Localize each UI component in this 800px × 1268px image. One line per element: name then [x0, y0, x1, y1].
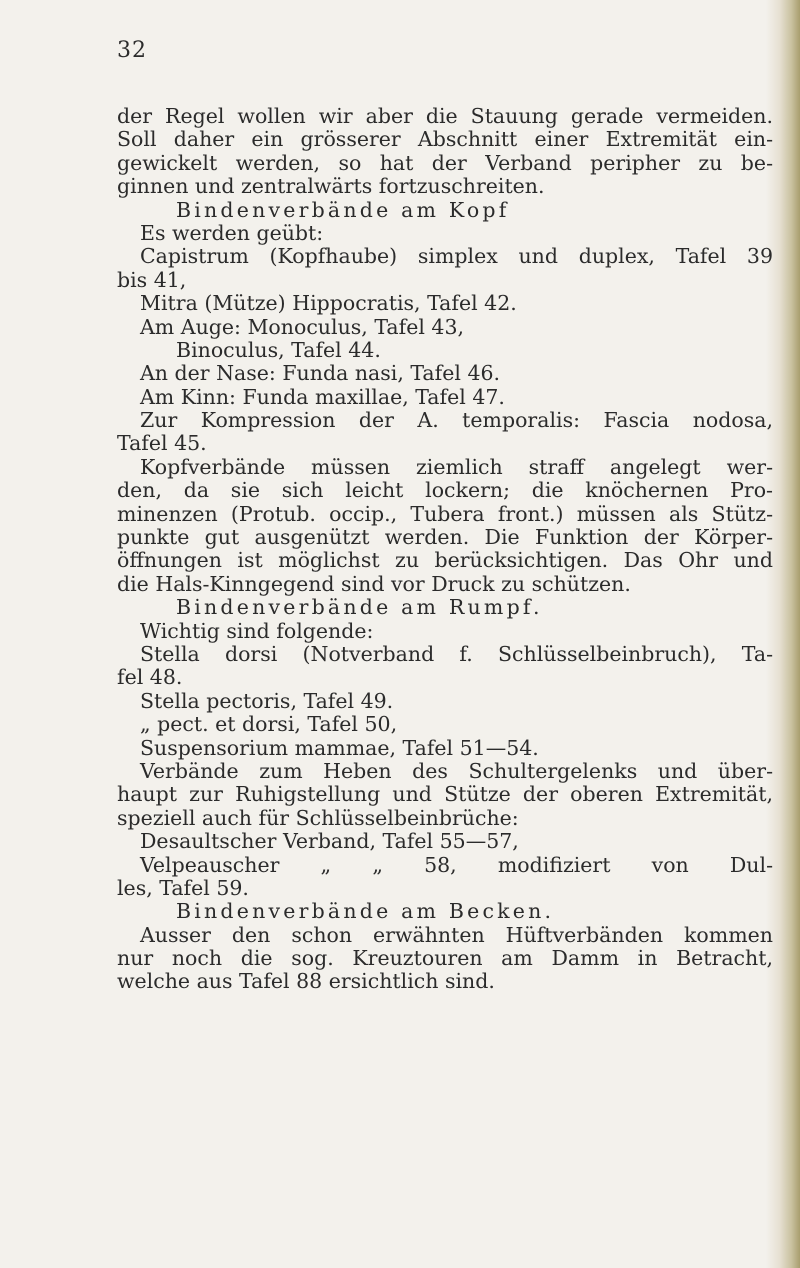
- text-line: les, Tafel 59.: [117, 875, 249, 900]
- text-line: ginnen und zentralwärts fortzuschreiten.: [117, 174, 545, 199]
- text-line: Desaultscher Verband, Tafel 55—57,: [140, 829, 519, 854]
- text-line: Velpeauscher „ „ 58, modifiziert von Dul-: [140, 852, 773, 877]
- text-line: Wichtig sind folgende:: [140, 618, 374, 643]
- text-line: Tafel 45.: [117, 431, 207, 456]
- text-line: Mitra (Mütze) Hippocratis, Tafel 42.: [140, 291, 517, 316]
- text-line: den, da sie sich leicht lockern; die knöchernen Pro-: [117, 478, 773, 503]
- text-line: fel 48.: [117, 665, 183, 690]
- text-line: Am Kinn: Funda maxillae, Tafel 47.: [140, 384, 505, 409]
- text-line: die Hals-Kinngegend sind vor Druck zu schützen.: [117, 571, 631, 596]
- text-line: Suspensorium mammae, Tafel 51—54.: [140, 735, 539, 760]
- text-line: bis 41,: [117, 267, 187, 292]
- text-line: Soll daher ein grösserer Abschnitt einer Extremität ein-: [117, 127, 773, 152]
- text-line: der Regel wollen wir aber die Stauung gerade vermeiden.: [117, 104, 773, 128]
- text-line: An der Nase: Funda nasi, Tafel 46.: [140, 361, 501, 386]
- page-number: 32: [117, 38, 147, 63]
- body-text: [117, 105, 773, 994]
- text-line: gewickelt werden, so hat der Verband peripher zu be-: [117, 150, 773, 175]
- text-line: öffnungen ist möglichst zu berücksichtigen. Das Ohr und: [117, 548, 773, 573]
- section-heading: Bindenverbände am Rumpf.: [176, 595, 543, 620]
- text-line: welche aus Tafel 88 ersichtlich sind.: [117, 969, 495, 994]
- text-line: Stella dorsi (Notverband f. Schlüsselbeinbruch), Ta-: [140, 641, 773, 666]
- text-line: nur noch die sog. Kreuztouren am Damm in Betracht,: [117, 946, 773, 971]
- text-line: Ausser den schon erwähnten Hüftverbänden kommen: [140, 922, 773, 947]
- text-line: Capistrum (Kopfhaube) simplex und duplex, Tafel 39: [140, 244, 773, 269]
- text-line: speziell auch für Schlüsselbeinbrüche:: [117, 805, 519, 830]
- text-line: haupt zur Ruhigstellung und Stütze der oberen Extremität,: [117, 782, 773, 807]
- text-line: Am Auge: Monoculus, Tafel 43,: [140, 314, 465, 339]
- section-heading: Bindenverbände am Kopf: [176, 197, 510, 222]
- text-line: minenzen (Protub. occip., Tubera front.) müssen als Stütz-: [117, 501, 773, 526]
- text-line: Kopfverbände müssen ziemlich straff angelegt wer-: [140, 454, 773, 479]
- text-line: punkte gut ausgenützt werden. Die Funktion der Körper-: [117, 525, 773, 550]
- text-line: Verbände zum Heben des Schultergelenks und über-: [140, 758, 773, 783]
- text-line: Es werden geübt:: [140, 220, 324, 245]
- text-line: Binoculus, Tafel 44.: [176, 337, 381, 362]
- text-line: Stella pectoris, Tafel 49.: [140, 688, 394, 713]
- text-line: „ pect. et dorsi, Tafel 50,: [140, 712, 398, 737]
- section-heading: Bindenverbände am Becken.: [176, 899, 555, 924]
- text-line: Zur Kompression der A. temporalis: Fascia nodosa,: [140, 408, 773, 433]
